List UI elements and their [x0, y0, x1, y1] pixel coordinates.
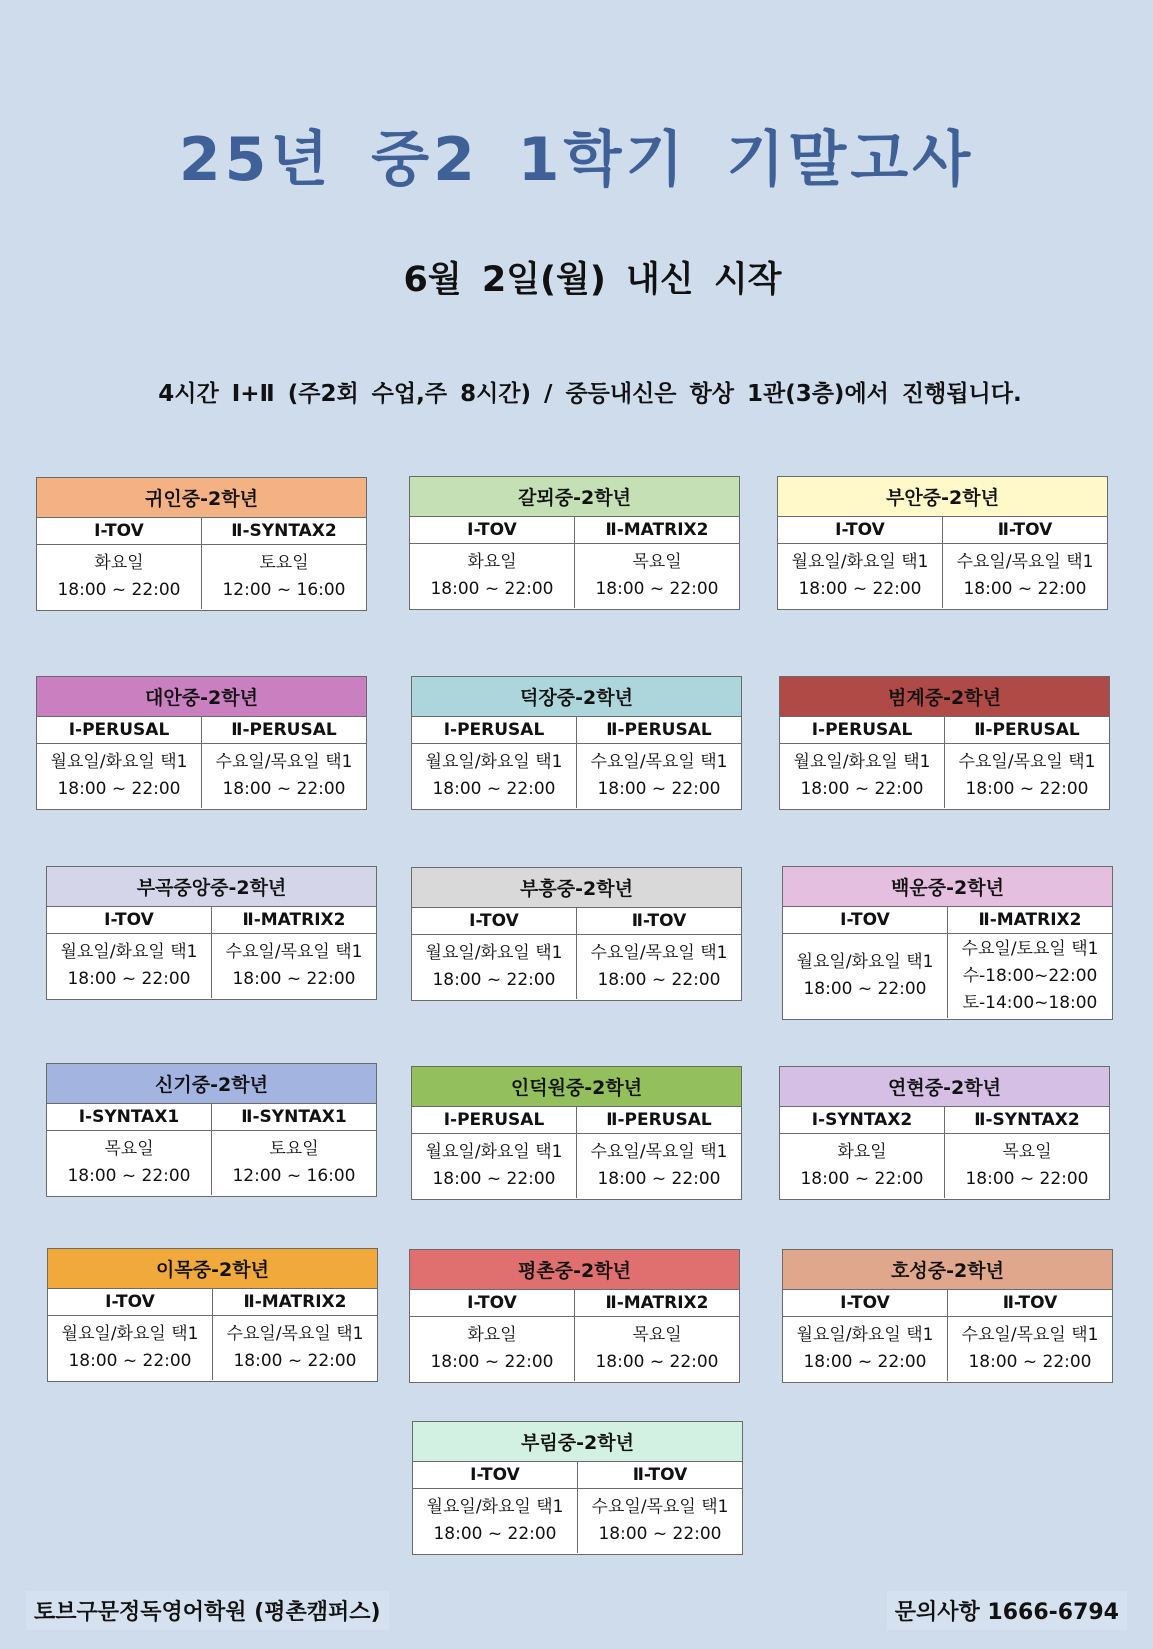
schedule-body [410, 1317, 574, 1381]
schedule-time: 18:00 ~ 22:00 [800, 779, 924, 799]
academy-name: 토브구문정독영어학원 (평촌캠퍼스) [26, 1591, 389, 1630]
course-column-2 [201, 717, 366, 808]
course-name: Ⅱ-MATRIX2 [213, 1289, 377, 1316]
schedule-day: 월요일/화요일 택1 [60, 942, 198, 962]
schedule-time: 18:00 ~ 22:00 [965, 779, 1089, 799]
schedule-time: 수-18:00~22:00 [962, 965, 1098, 986]
school-name: 대안중-2학년 [37, 677, 366, 717]
course-name: Ⅰ-TOV [412, 908, 576, 935]
course-column-2 [201, 518, 366, 609]
schedule-day: 목요일 [632, 1325, 682, 1345]
course-column-2 [576, 1107, 741, 1198]
school-name: 부곡중앙중-2학년 [47, 867, 376, 907]
schedule-time: 18:00 ~ 22:00 [598, 1524, 722, 1544]
schedule-day: 목요일 [104, 1139, 154, 1159]
course-column-1 [48, 1289, 212, 1380]
schedule-body [202, 744, 366, 808]
schedule-day: 수요일/목요일 택1 [226, 1324, 364, 1344]
school-name: 평촌중-2학년 [410, 1250, 739, 1290]
schedule-day: 수요일/목요일 택1 [590, 943, 728, 963]
schedule-body [948, 934, 1112, 1018]
schedule-time: 18:00 ~ 22:00 [430, 1352, 554, 1372]
schedule-body [948, 1317, 1112, 1381]
course-column-2 [574, 517, 739, 608]
schedule-body [412, 744, 576, 808]
school-card [777, 476, 1108, 610]
schedule-day: 월요일/화요일 택1 [50, 752, 188, 772]
schedule-day: 수요일/목요일 택1 [956, 552, 1094, 572]
schedule-time: 12:00 ~ 16:00 [222, 580, 346, 600]
school-card [411, 867, 742, 1001]
schedule-body [47, 934, 211, 998]
course-name: Ⅰ-TOV [410, 517, 574, 544]
course-name: Ⅰ-SYNTAX2 [780, 1107, 944, 1134]
schedule-body [213, 1316, 377, 1380]
school-card [411, 1066, 742, 1200]
schedule-body [577, 935, 741, 999]
schedule-day: 수요일/목요일 택1 [225, 942, 363, 962]
course-column-1 [780, 1107, 944, 1198]
schedule-body [780, 1134, 944, 1198]
schedule-time: 18:00 ~ 22:00 [595, 1352, 719, 1372]
school-name: 부안중-2학년 [778, 477, 1107, 517]
schedule-time: 18:00 ~ 22:00 [430, 579, 554, 599]
schedule-time: 18:00 ~ 22:00 [968, 1352, 1092, 1372]
schedule-time: 18:00 ~ 22:00 [57, 779, 181, 799]
course-name: Ⅱ-MATRIX2 [575, 517, 739, 544]
schedule-time: 18:00 ~ 22:00 [595, 579, 719, 599]
school-name: 부흥중-2학년 [412, 868, 741, 908]
course-column-1 [783, 1290, 947, 1381]
course-name: Ⅱ-TOV [577, 908, 741, 935]
schedule-body [783, 1317, 947, 1381]
schedule-body [412, 1134, 576, 1198]
school-card [36, 477, 367, 611]
school-card [409, 1249, 740, 1383]
course-name: Ⅰ-TOV [413, 1462, 577, 1489]
schedule-time: 18:00 ~ 22:00 [222, 779, 346, 799]
school-card [779, 1066, 1110, 1200]
course-column-1 [413, 1462, 577, 1553]
schedule-body [943, 544, 1107, 608]
course-column-1 [47, 1104, 211, 1195]
course-name: Ⅰ-PERUSAL [412, 717, 576, 744]
course-name: Ⅰ-PERUSAL [37, 717, 201, 744]
schedule-day: 토요일 [269, 1139, 319, 1159]
schedule-body [778, 544, 942, 608]
schedule-day: 수요일/목요일 택1 [215, 752, 353, 772]
schedule-time: 12:00 ~ 16:00 [232, 1166, 356, 1186]
schedule-time: 18:00 ~ 22:00 [965, 1169, 1089, 1189]
school-name: 범계중-2학년 [780, 677, 1109, 717]
school-card [779, 676, 1110, 810]
course-column-2 [944, 717, 1109, 808]
schedule-day: 수요일/목요일 택1 [958, 752, 1096, 772]
schedule-day: 수요일/토요일 택1 [961, 938, 1099, 959]
course-name: Ⅱ-PERUSAL [577, 717, 741, 744]
school-name: 갈뫼중-2학년 [410, 477, 739, 517]
schedule-day: 화요일 [467, 552, 517, 572]
course-column-2 [211, 907, 376, 998]
schedule-day: 월요일/화요일 택1 [793, 752, 931, 772]
schedule-day: 화요일 [837, 1142, 887, 1162]
schedule-time: 18:00 ~ 22:00 [963, 579, 1087, 599]
schedule-time: 18:00 ~ 22:00 [597, 779, 721, 799]
schedule-time: 18:00 ~ 22:00 [803, 979, 927, 999]
course-column-2 [947, 907, 1112, 1018]
schedule-body [577, 744, 741, 808]
course-name: Ⅱ-MATRIX2 [948, 907, 1112, 934]
course-name: Ⅱ-TOV [943, 517, 1107, 544]
course-column-2 [574, 1290, 739, 1381]
schedule-day: 월요일/화요일 택1 [61, 1324, 199, 1344]
course-column-2 [577, 1462, 742, 1553]
schedule-time: 18:00 ~ 22:00 [433, 1524, 557, 1544]
school-name: 이목중-2학년 [48, 1249, 377, 1289]
course-column-2 [944, 1107, 1109, 1198]
course-name: Ⅰ-TOV [783, 1290, 947, 1317]
schedule-body [37, 744, 201, 808]
schedule-day: 화요일 [94, 553, 144, 573]
schedule-day: 화요일 [467, 1325, 517, 1345]
schedule-body [212, 934, 376, 998]
course-column-2 [576, 717, 741, 808]
schedule-day: 월요일/화요일 택1 [796, 952, 934, 972]
schedule-body [578, 1489, 742, 1553]
school-card [46, 866, 377, 1000]
schedule-body [412, 935, 576, 999]
course-name: Ⅰ-PERUSAL [412, 1107, 576, 1134]
schedule-time: 18:00 ~ 22:00 [67, 1166, 191, 1186]
school-name: 호성중-2학년 [783, 1250, 1112, 1290]
schedule-time: 18:00 ~ 22:00 [803, 1352, 927, 1372]
schedule-time: 18:00 ~ 22:00 [597, 1169, 721, 1189]
class-notice: 4시간 Ⅰ+Ⅱ (주2회 수업,주 8시간) / 중등내신은 항상 1관(3층)에서 진행됩니다. [158, 381, 1022, 407]
course-column-2 [576, 908, 741, 999]
course-column-1 [778, 517, 942, 608]
schedule-day: 목요일 [632, 552, 682, 572]
school-name: 덕장중-2학년 [412, 677, 741, 717]
school-name: 인덕원중-2학년 [412, 1067, 741, 1107]
schedule-body [37, 545, 201, 609]
course-name: Ⅰ-TOV [47, 907, 211, 934]
course-name: Ⅱ-MATRIX2 [575, 1290, 739, 1317]
schedule-day: 목요일 [1002, 1142, 1052, 1162]
page-title: 25년 중2 1학기 기말고사 [178, 125, 975, 195]
schedule-day: 월요일/화요일 택1 [425, 943, 563, 963]
course-column-2 [211, 1104, 376, 1195]
schedule-day: 토요일 [259, 553, 309, 573]
course-name: Ⅰ-SYNTAX1 [47, 1104, 211, 1131]
school-name: 연현중-2학년 [780, 1067, 1109, 1107]
schedule-body [783, 934, 947, 1018]
school-card [409, 476, 740, 610]
start-date-subtitle: 6월 2일(월) 내신 시작 [403, 260, 782, 300]
course-name: Ⅰ-TOV [410, 1290, 574, 1317]
school-name: 백운중-2학년 [783, 867, 1112, 907]
schedule-time: 18:00 ~ 22:00 [800, 1169, 924, 1189]
schedule-body [413, 1489, 577, 1553]
schedule-day: 수요일/목요일 택1 [591, 1497, 729, 1517]
course-column-1 [412, 1107, 576, 1198]
schedule-time: 18:00 ~ 22:00 [57, 580, 181, 600]
school-name: 부림중-2학년 [413, 1422, 742, 1462]
school-card [47, 1248, 378, 1382]
schedule-day: 수요일/목요일 택1 [590, 1142, 728, 1162]
schedule-body [212, 1131, 376, 1195]
schedule-time: 18:00 ~ 22:00 [432, 779, 556, 799]
schedule-body [47, 1131, 211, 1195]
school-card [46, 1063, 377, 1197]
schedule-time: 18:00 ~ 22:00 [232, 969, 356, 989]
schedule-time: 18:00 ~ 22:00 [597, 970, 721, 990]
school-card [36, 676, 367, 810]
schedule-body [410, 544, 574, 608]
course-column-1 [410, 517, 574, 608]
course-column-1 [37, 717, 201, 808]
schedule-body [575, 544, 739, 608]
course-name: Ⅱ-PERUSAL [202, 717, 366, 744]
course-column-1 [412, 908, 576, 999]
schedule-day: 월요일/화요일 택1 [425, 1142, 563, 1162]
schedule-time: 18:00 ~ 22:00 [67, 969, 191, 989]
course-column-1 [47, 907, 211, 998]
course-name: Ⅱ-TOV [578, 1462, 742, 1489]
course-name: Ⅱ-PERUSAL [577, 1107, 741, 1134]
course-name: Ⅱ-SYNTAX2 [945, 1107, 1109, 1134]
schedule-time: 18:00 ~ 22:00 [798, 579, 922, 599]
schedule-body [945, 1134, 1109, 1198]
schedule-body [945, 744, 1109, 808]
school-card [412, 1421, 743, 1555]
schedule-day: 수요일/목요일 택1 [590, 752, 728, 772]
course-column-2 [942, 517, 1107, 608]
course-name: Ⅰ-PERUSAL [780, 717, 944, 744]
schedule-day: 월요일/화요일 택1 [425, 752, 563, 772]
schedule-time: 토-14:00~18:00 [962, 992, 1098, 1013]
contact-info: 문의사항 1666-6794 [887, 1591, 1127, 1630]
schedule-time: 18:00 ~ 22:00 [432, 970, 556, 990]
school-card [782, 1249, 1113, 1383]
schedule-day: 월요일/화요일 택1 [796, 1325, 934, 1345]
course-name: Ⅰ-TOV [783, 907, 947, 934]
school-card [411, 676, 742, 810]
course-name: Ⅱ-MATRIX2 [212, 907, 376, 934]
course-column-1 [780, 717, 944, 808]
course-column-1 [37, 518, 201, 609]
course-name: Ⅱ-TOV [948, 1290, 1112, 1317]
course-name: Ⅰ-TOV [778, 517, 942, 544]
course-column-2 [947, 1290, 1112, 1381]
course-column-1 [410, 1290, 574, 1381]
course-name: Ⅰ-TOV [48, 1289, 212, 1316]
course-name: Ⅱ-SYNTAX2 [202, 518, 366, 545]
schedule-day: 수요일/목요일 택1 [961, 1325, 1099, 1345]
schedule-time: 18:00 ~ 22:00 [233, 1351, 357, 1371]
schedule-body [48, 1316, 212, 1380]
school-name: 귀인중-2학년 [37, 478, 366, 518]
schedule-body [577, 1134, 741, 1198]
school-name: 신기중-2학년 [47, 1064, 376, 1104]
schedule-body [202, 545, 366, 609]
schedule-body [780, 744, 944, 808]
schedule-time: 18:00 ~ 22:00 [68, 1351, 192, 1371]
course-name: Ⅱ-PERUSAL [945, 717, 1109, 744]
schedule-day: 월요일/화요일 택1 [426, 1497, 564, 1517]
schedule-day: 월요일/화요일 택1 [791, 552, 929, 572]
schedule-body [575, 1317, 739, 1381]
course-column-1 [412, 717, 576, 808]
course-column-1 [783, 907, 947, 1018]
school-card [782, 866, 1113, 1020]
course-name: Ⅰ-TOV [37, 518, 201, 545]
course-name: Ⅱ-SYNTAX1 [212, 1104, 376, 1131]
course-column-2 [212, 1289, 377, 1380]
schedule-time: 18:00 ~ 22:00 [432, 1169, 556, 1189]
